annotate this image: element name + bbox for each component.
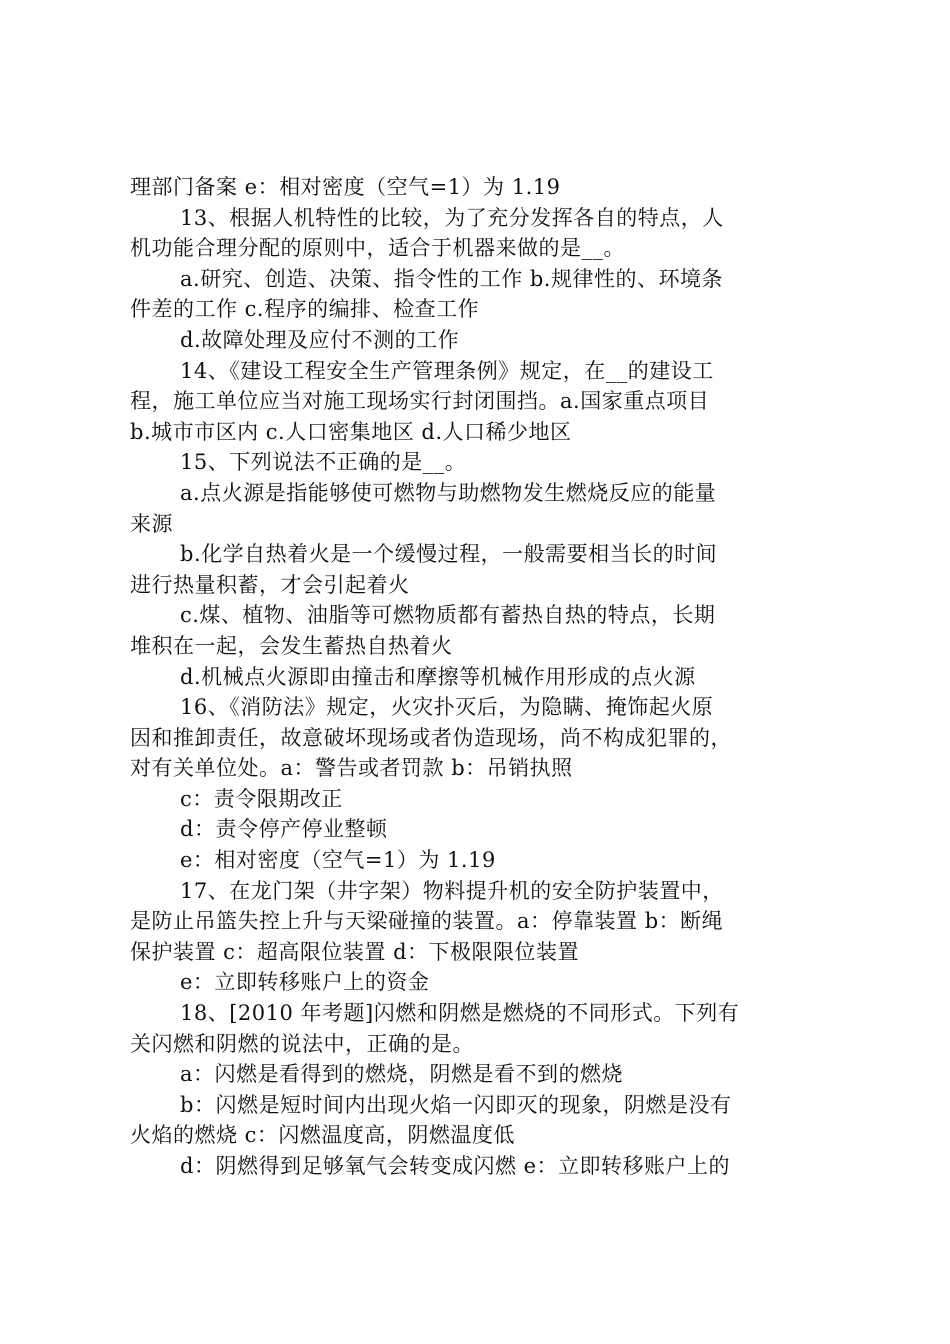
text-line: a：闪燃是看得到的燃烧，阴燃是看不到的燃烧 <box>180 1062 624 1087</box>
text-line: b.化学自热着火是一个缓慢过程，一般需要相当长的时间 <box>180 542 718 567</box>
text-line: 是防止吊篮失控上升与天梁碰撞的装置。a：停靠装置 b：断绳 <box>130 909 724 934</box>
text-line: 理部门备案 e：相对密度（空气=1）为 1.19 <box>130 175 561 199</box>
text-line: 火焰的燃烧 c：闪燃温度高，阴燃温度低 <box>130 1123 515 1148</box>
text-line: a.研究、创造、决策、指令性的工作 b.规律性的、环境条 <box>180 266 723 291</box>
text-line: b.城市市区内 c.人口密集地区 d.人口稀少地区 <box>130 419 572 444</box>
document-body <box>130 172 830 1182</box>
text-line: d.故障处理及应付不测的工作 <box>180 327 460 352</box>
text-line: d.机械点火源即由撞击和摩擦等机械作用形成的点火源 <box>180 664 696 689</box>
text-line: d：阴燃得到足够氧气会转变成闪燃 e：立即转移账户上的 <box>180 1154 731 1178</box>
text-line: e：立即转移账户上的资金 <box>180 970 430 995</box>
text-line: 保护装置 c：超高限位装置 d：下极限限位装置 <box>130 939 580 964</box>
text-line: e：相对密度（空气=1）为 1.19 <box>180 848 496 873</box>
text-line: d：责令停产停业整顿 <box>180 817 388 842</box>
text-line: a.点火源是指能够使可燃物与助燃物发生燃烧反应的能量 <box>180 480 717 505</box>
text-line: 16、《消防法》规定，火灾扑灭后，为隐瞒、掩饰起火原 <box>180 695 714 720</box>
text-line: 关闪燃和阴燃的说法中，正确的是。 <box>130 1031 474 1056</box>
text-line: 13、根据人机特性的比较，为了充分发挥各自的特点，人 <box>180 205 724 230</box>
text-line: 对有关单位处。a：警告或者罚款 b：吊销执照 <box>130 756 573 781</box>
text-line: b：闪燃是短时间内出现火焰一闪即灭的现象，阴燃是没有 <box>180 1092 732 1117</box>
text-line: 程，施工单位应当对施工现场实行封闭围挡。a.国家重点项目 <box>130 389 710 414</box>
text-line: 机功能合理分配的原则中，适合于机器来做的是__。 <box>130 236 625 261</box>
text-line: 15、下列说法不正确的是__。 <box>180 450 467 475</box>
text-line: 进行热量积蓄，才会引起着火 <box>130 572 410 597</box>
text-line: 18、[2010 年考题]闪燃和阴燃是燃烧的不同形式。下列有 <box>180 1001 740 1026</box>
text-line: 17、在龙门架（井字架）物料提升机的安全防护装置中， <box>180 878 724 903</box>
text-line: 堆积在一起，会发生蓄热自热着火 <box>130 633 453 658</box>
text-line: c.煤、植物、油脂等可燃物质都有蓄热自热的特点，长期 <box>180 603 716 628</box>
text-line: c：责令限期改正 <box>180 786 343 811</box>
text-line: 14、《建设工程安全生产管理条例》规定，在__的建设工 <box>180 358 714 383</box>
text-line: 来源 <box>130 511 173 536</box>
text-line: 因和推卸责任，故意破坏现场或者伪造现场，尚不构成犯罪的， <box>130 725 732 750</box>
text-line: 件差的工作 c.程序的编排、检查工作 <box>130 297 480 322</box>
